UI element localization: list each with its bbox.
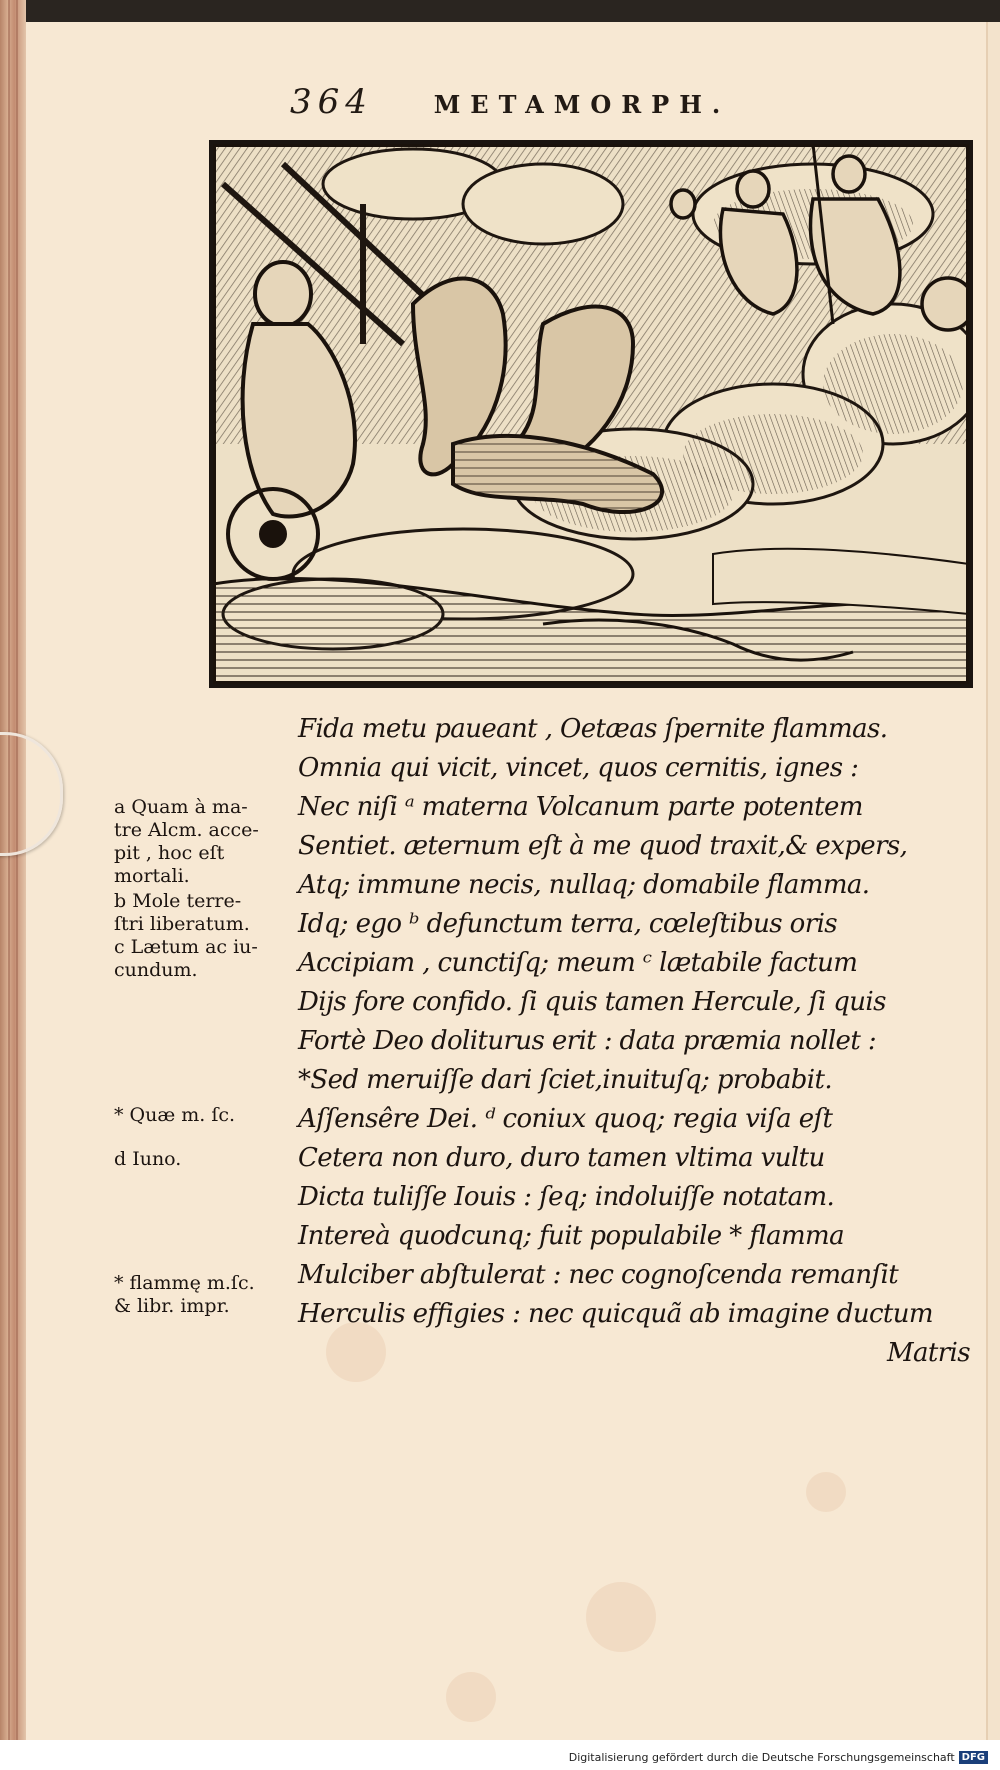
verse-block [298, 710, 978, 1373]
foxing-spot [806, 1472, 846, 1512]
verse-line: Fortè Deo doliturus erit : data præmia nollet : [298, 1026, 877, 1056]
marginal-note-d [114, 1148, 181, 1171]
note-line: * Quæ m. ſc. [114, 1104, 236, 1126]
verse-line: Idq; ego ᵇ defunctum terra, cœleſtibus oris [298, 909, 838, 939]
scan-top-border [0, 0, 1000, 22]
edge-line [16, 0, 18, 1770]
verse-line: Intereà quodcunq; fuit populabile * flamma [298, 1221, 844, 1251]
marginal-note-a [114, 796, 259, 888]
note-line: * flammę m.ſc. [114, 1272, 255, 1294]
verse-line: Omnia qui vicit, vincet, quos cernitis, ignes : [298, 753, 859, 783]
verse-line: Dijs fore confido. ſi quis tamen Hercule, ſi quis [298, 987, 886, 1017]
woodcut-icon [213, 144, 969, 684]
page-edge [0, 0, 26, 1770]
digitization-credit [569, 1751, 988, 1764]
note-line: d Iuno. [114, 1148, 182, 1170]
note-line: tre Alcm. acce- [114, 819, 259, 841]
verse-line: *Sed meruiſſe dari ſciet,inuituſq; probabit. [298, 1065, 833, 1095]
note-line: mortali. [114, 865, 190, 887]
verse-line: Fida metu paueant , Oetæas ſpernite flammas. [298, 714, 888, 744]
page-number: 364 [290, 82, 373, 122]
verse-line: Nec niſi ᵃ materna Volcanum parte potentem [298, 792, 863, 822]
verse-line: Atq; immune necis, nullaq; domabile flamma. [298, 870, 870, 900]
verse-line: Aſſensêre Dei. ᵈ coniux quoq; regia viſa eſt [298, 1104, 833, 1134]
verse-line: Dicta tuliſſe Iouis : ſeq; indoluiſſe notatam. [298, 1182, 835, 1212]
verse-line: Herculis effigies : nec quicquã ab imagine ductum [298, 1299, 933, 1329]
verse-line: Mulciber abſtulerat : nec cognoſcenda remanſit [298, 1260, 899, 1290]
verse-line: Cetera non duro, duro tamen vltima vultu [298, 1143, 825, 1173]
note-line: pit , hoc eſt [114, 842, 225, 864]
dfg-logo-icon: DFG [959, 1751, 988, 1764]
page-header [290, 82, 730, 122]
verse-line: Accipiam , cunctiſq; meum ᶜ lætabile factum [298, 948, 858, 978]
credit-text: Digitalisierung gefördert durch die Deutsche Forschungsgemeinschaft [568, 1751, 955, 1764]
marginal-note-star [114, 1104, 235, 1127]
verse-line: Sentiet. æternum eſt à me quod traxit,& expers, [298, 831, 908, 861]
foxing-spot [586, 1582, 656, 1652]
note-line: ſtri liberatum. [114, 913, 250, 935]
marginal-note-c [114, 936, 258, 982]
note-line: & libr. impr. [114, 1295, 230, 1317]
marginal-note-star2 [114, 1272, 255, 1318]
foxing-spot [446, 1672, 496, 1722]
note-line: c Lætum ac iu- [114, 936, 258, 958]
note-line: b Mole terre- [114, 890, 242, 912]
note-line: cundum. [114, 959, 198, 981]
woodcut-illustration [209, 140, 973, 688]
note-line: a Quam à ma- [114, 796, 248, 818]
marginal-note-b [114, 890, 250, 936]
running-head: METAMORPH. [433, 90, 731, 119]
catchword: Matris [886, 1338, 970, 1368]
edge-line [8, 0, 10, 1770]
